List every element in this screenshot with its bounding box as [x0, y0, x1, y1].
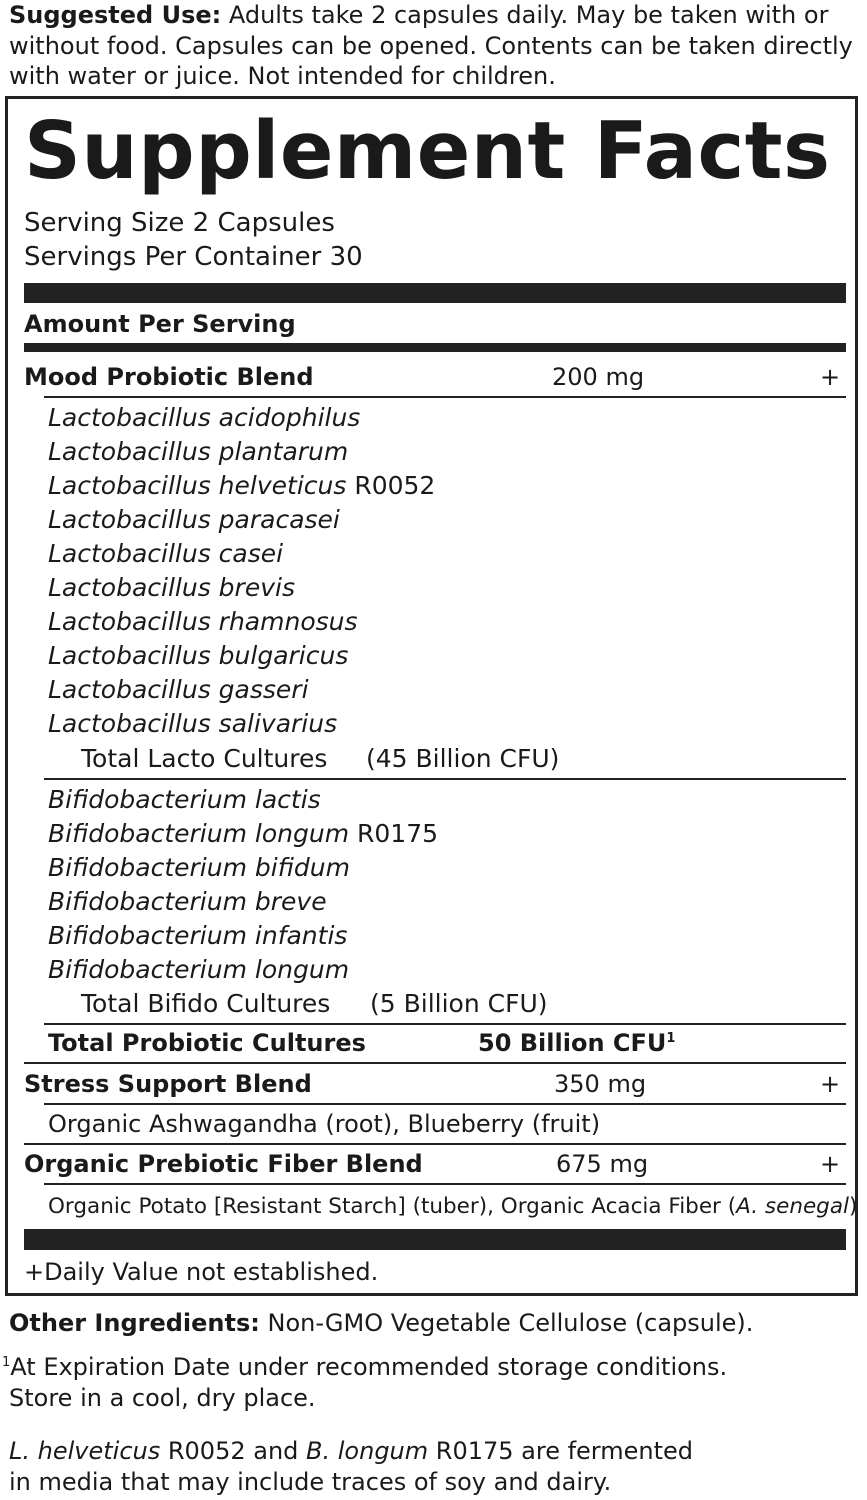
divider-bifido — [44, 1023, 846, 1025]
supplement-facts-panel — [5, 96, 858, 1296]
stress-blend-name: Stress Support Blend — [24, 1070, 312, 1098]
fermented-note — [9, 1436, 859, 1498]
strain-code: R0175 — [349, 819, 439, 848]
expiration-note — [2, 1352, 859, 1414]
fiber-ingredients-text: Organic Potato [Resistant Starch] (tuber), Organic Acacia Fiber ( — [48, 1194, 737, 1219]
list-item: Bifidobacterium breve — [48, 887, 327, 916]
list-item: Lactobacillus gasseri — [48, 675, 309, 704]
daily-value-footnote: +Daily Value not established. — [24, 1258, 379, 1286]
list-item: Lactobacillus salivarius — [48, 709, 338, 738]
serving-size: Serving Size 2 Capsules — [24, 208, 335, 238]
divider-stress-ingredients — [24, 1143, 846, 1145]
strain-code: R0052 — [346, 471, 436, 500]
list-item: Bifidobacterium bifidum — [48, 853, 350, 882]
mood-blend-name: Mood Probiotic Blend — [24, 363, 314, 391]
footnote-marker: 1 — [666, 1031, 676, 1046]
fermented-species-b: B. longum — [306, 1437, 429, 1465]
list-item: Bifidobacterium infantis — [48, 921, 348, 950]
lacto-total-label: Total Lacto Cultures — [81, 744, 328, 773]
fiber-blend-amount: 675 mg — [556, 1150, 649, 1178]
amount-per-serving: Amount Per Serving — [24, 310, 296, 338]
fermented-line-1 — [9, 1436, 859, 1467]
divider-mood — [44, 396, 846, 398]
lacto-total-value: (45 Billion CFU) — [366, 744, 560, 773]
expiration-line-2: Store in a cool, dry place. — [9, 1384, 316, 1412]
list-item: Lactobacillus acidophilus — [48, 403, 361, 432]
lacto-strain-list — [48, 401, 435, 741]
facts-title: Supplement Facts — [24, 105, 831, 197]
fermented-line-2: in media that may include traces of soy and dairy. — [9, 1468, 612, 1496]
fiber-blend-name: Organic Prebiotic Fiber Blend — [24, 1150, 423, 1178]
list-item: Bifidobacterium longum — [48, 955, 350, 984]
fiber-ingredients-species: A. senegal — [736, 1194, 849, 1219]
list-item: Lactobacillus casei — [48, 539, 284, 568]
total-probiotic-value — [478, 1028, 675, 1058]
list-item: Lactobacillus bulgaricus — [48, 641, 349, 670]
divider-lacto — [44, 778, 846, 780]
list-item — [48, 817, 438, 851]
strain-name: Lactobacillus helveticus — [48, 471, 347, 500]
expiration-text: At Expiration Date under recommended storage conditions. — [10, 1353, 728, 1381]
expiration-line-1 — [2, 1352, 859, 1383]
fermented-code-a: R0052 and — [160, 1437, 307, 1465]
fiber-blend-dv: + — [820, 1150, 841, 1178]
total-probiotic-label: Total Probiotic Cultures — [48, 1029, 366, 1057]
strain-name: Bifidobacterium longum — [48, 819, 350, 848]
total-probiotic-amount: 50 Billion CFU — [478, 1029, 667, 1057]
list-item — [48, 469, 435, 503]
list-item: Lactobacillus paracasei — [48, 505, 340, 534]
fermented-species-a: L. helveticus — [9, 1437, 161, 1465]
fermented-code-b: R0175 are fermented — [428, 1437, 694, 1465]
stress-blend-amount: 350 mg — [554, 1070, 647, 1098]
bifido-strain-list — [48, 783, 438, 987]
footnote-marker: 1 — [2, 1355, 11, 1370]
fiber-blend-ingredients — [48, 1192, 857, 1222]
suggested-use-label: Suggested Use: — [9, 1, 222, 29]
list-item: Lactobacillus rhamnosus — [48, 607, 358, 636]
thick-divider-bottom — [24, 1229, 846, 1250]
divider-stress — [44, 1103, 846, 1105]
divider-fiber — [44, 1183, 846, 1185]
list-item: Bifidobacterium lactis — [48, 785, 321, 814]
bifido-total-label: Total Bifido Cultures — [81, 989, 331, 1018]
stress-blend-ingredients: Organic Ashwagandha (root), Blueberry (fruit) — [48, 1110, 601, 1138]
bifido-total-value: (5 Billion CFU) — [370, 989, 548, 1018]
medium-divider — [24, 343, 846, 352]
other-ingredients — [9, 1308, 859, 1339]
other-ingredients-text: Non-GMO Vegetable Cellulose (capsule). — [259, 1309, 754, 1337]
fiber-ingredients-close: ) — [848, 1194, 858, 1219]
list-item: Lactobacillus brevis — [48, 573, 295, 602]
servings-per-container: Servings Per Container 30 — [24, 242, 363, 272]
mood-blend-dv: + — [820, 363, 841, 391]
serving-info — [24, 206, 363, 274]
suggested-use — [9, 0, 859, 92]
list-item: Lactobacillus plantarum — [48, 437, 349, 466]
divider-total — [24, 1062, 846, 1064]
mood-blend-amount: 200 mg — [552, 363, 645, 391]
suggested-use-text: Adults take 2 capsules daily. May be taken with or without food. Capsules can be opened. Contents can be taken directly with water or juice. Not intended for children. — [9, 1, 853, 90]
thick-divider-top — [24, 283, 846, 303]
other-ingredients-label: Other Ingredients: — [9, 1309, 260, 1337]
stress-blend-dv: + — [820, 1070, 841, 1098]
